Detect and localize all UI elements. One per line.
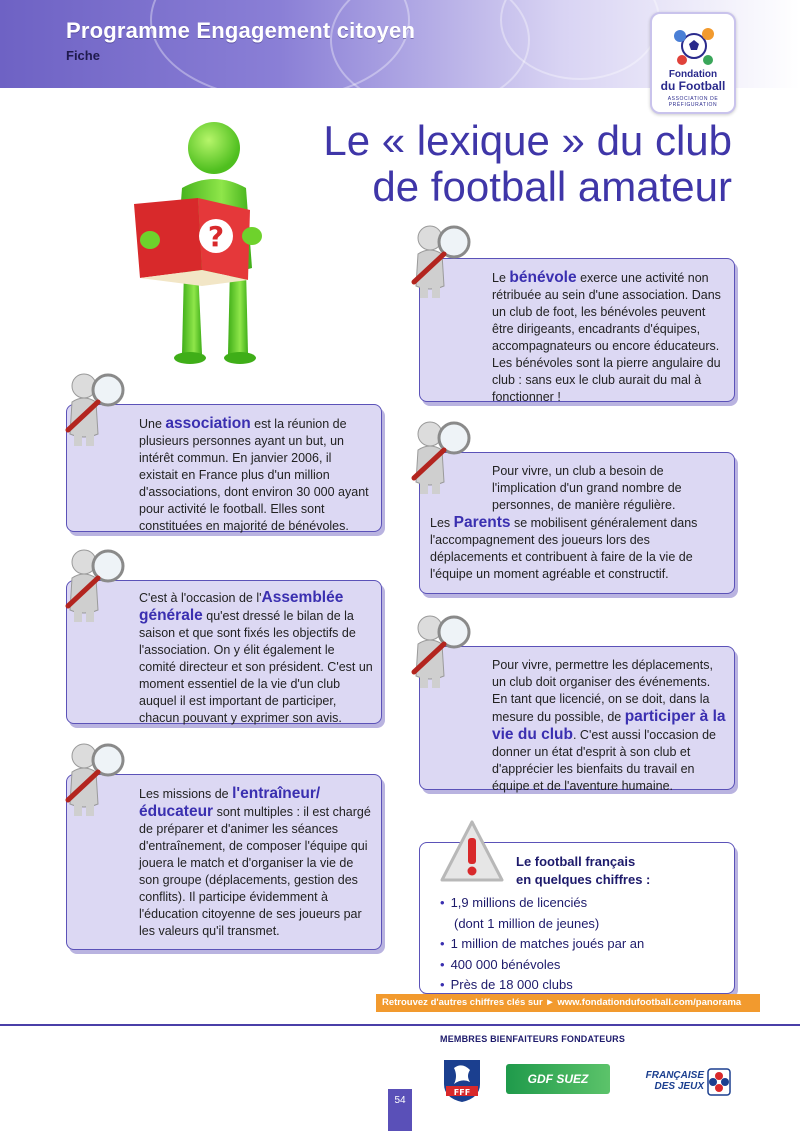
warning-triangle-icon — [440, 818, 504, 886]
stats-list — [440, 893, 644, 996]
term-association: association — [165, 415, 251, 432]
fdj-logo — [630, 1066, 730, 1100]
stats-item: • 1,9 millions de licenciés — [440, 893, 644, 914]
magnifier-figure-icon — [62, 368, 132, 448]
term-parents: Parents — [453, 514, 511, 531]
svg-text:?: ? — [207, 220, 225, 253]
stats-title-line1: Le football français — [516, 854, 636, 869]
decorative-swirl — [500, 0, 660, 80]
magnifier-figure-icon — [62, 738, 132, 818]
term-entraineur: l'entraîneur/éducateur — [139, 785, 321, 820]
term-assemblee-generale: Assemblée générale — [139, 589, 344, 624]
assemblee-text: qu'est dressé le bilan de la saison et que sont fixés les objectifs de l'association. On y élit également le comité directeur et son président. C'est un moment essentiel de la vie d'un club auquel il est important de participer, chacun pouvant y exprimer son avis. — [139, 609, 373, 725]
magnifier-figure-icon — [62, 544, 132, 624]
page-number: 54 — [388, 1089, 412, 1131]
fdj-clover-icon — [706, 1067, 732, 1097]
page-title-line2: de football amateur — [372, 163, 732, 210]
stats-item: (dont 1 million de jeunes) — [454, 915, 600, 931]
entraineur-pre: Les missions de — [139, 787, 233, 801]
participer-text: . C'est aussi l'occasion de donner un état d'esprit à son club et d'apprécier les bienfaits du travail en équipe et de l'aventure humaine. — [492, 728, 717, 793]
term-participer: participer à la vie du club — [492, 708, 726, 743]
stats-item: • 400 000 bénévoles — [440, 955, 644, 976]
participer-pre: Pour vivre, permettre les déplacements, un club doit organiser des événements. En tant que licencié, on se doit, dans la mesure du possible, de — [492, 658, 713, 724]
logo-line3: ASSOCIATION DE PRÉFIGURATION — [667, 96, 719, 108]
term-benevole: bénévole — [509, 269, 577, 286]
page-title-line1: Le « lexique » du club — [323, 117, 732, 164]
assemblee-pre: C'est à l'occasion de l' — [139, 591, 262, 605]
magnifier-figure-icon — [408, 610, 478, 690]
fff-logo-icon — [440, 1054, 484, 1104]
program-subtitle: Fiche — [66, 48, 100, 63]
benevole-text: exerce une activité non rétribuée au sein d'une association. Dans un club de foot, les bénévoles peuvent être dirigeants, encadrants d'équipes, accompagnateurs ou encore éducateurs. Les bénévoles sont la pierre angulaire du club : sans eux le club aurait du mal à fonctionner ! — [492, 271, 721, 404]
figure-reading-book-icon — [132, 118, 282, 368]
parents-pre: Les — [430, 516, 454, 530]
logo-line2: du Football — [660, 79, 726, 93]
stats-item: • 1 million de matches joués par an — [440, 934, 644, 955]
program-title: Programme Engagement citoyen — [66, 18, 416, 43]
benevole-pre: Le — [492, 271, 510, 285]
fdj-line1: FRANÇAISE — [645, 1070, 704, 1081]
magnifier-figure-icon — [408, 220, 478, 300]
gdf-suez-logo: GDF SUEZ — [506, 1064, 610, 1094]
association-text: est la réunion de plusieurs personnes ayant un but, un intérêt commun. En janvier 2006, il existait en France plus d'un million d'associations, dont environ 30 000 ayant pour activité le football. Elles sont constituées en majorité de bénévoles. — [139, 417, 369, 533]
footballs-icon — [672, 24, 716, 68]
entraineur-text: sont multiples : il est chargé de préparer et d'animer les séances d'entraînement, de composer l'équipe qui jouera le match et d'organiser la vie de son groupe (déplacements, gestion des conflits). Il participe évidemment à l'éducation citoyenne de ses joueurs par les valeurs qu'il transmet. — [139, 805, 371, 938]
magnifier-figure-icon — [408, 416, 478, 496]
promo-link-bar[interactable]: Retrouvez d'autres chiffres clés sur ► www.fondationdufootball.com/panorama — [376, 994, 760, 1012]
fff-label: FFF — [453, 1088, 471, 1097]
association-pre: Une — [139, 417, 166, 431]
fdj-line2: DES JEUX — [654, 1081, 704, 1092]
stats-item: • Près de 18 000 clubs — [440, 975, 644, 996]
parents-text: se mobilisent généralement dans l'accompagnement des joueurs lors des déplacements et contribuent à faire de la vie de l'équipe un moment agréable et constructif. — [430, 516, 698, 581]
stats-title-line2: en quelques chiffres : — [516, 872, 651, 887]
footer-divider — [0, 1024, 800, 1026]
members-label: MEMBRES BIENFAITEURS FONDATEURS — [440, 1034, 626, 1044]
stats-title — [516, 853, 650, 889]
page-title — [323, 118, 732, 210]
parents-intro: Pour vivre, un club a besoin de l'implication d'un grand nombre de personnes, de manière régulière. — [492, 464, 682, 512]
logo-line1: Fondation — [668, 69, 718, 80]
fondation-logo — [650, 12, 736, 114]
